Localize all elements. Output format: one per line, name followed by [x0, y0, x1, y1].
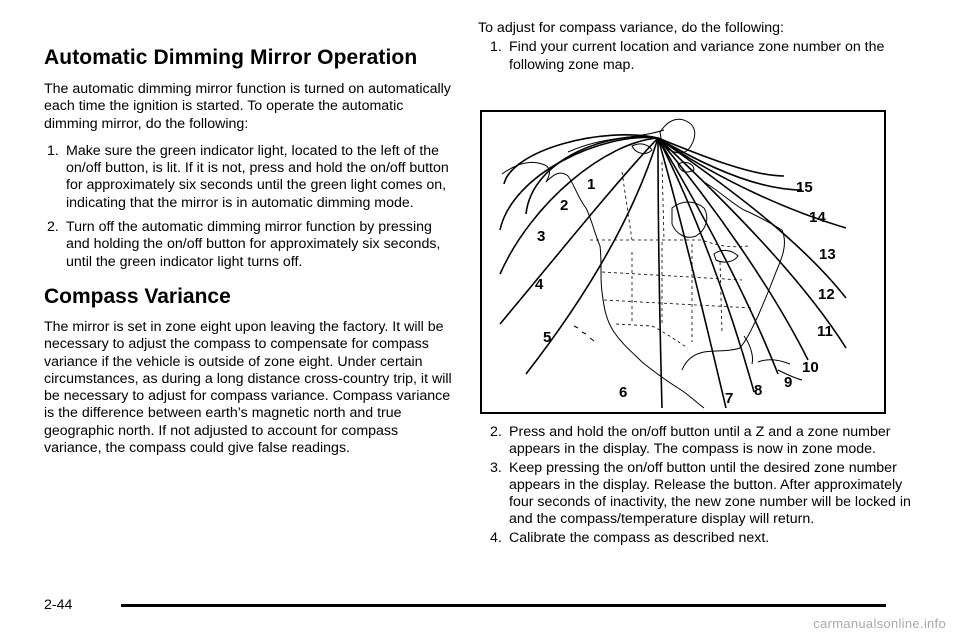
- coastline-group: [502, 119, 802, 408]
- variance-section-title: Compass Variance: [44, 284, 231, 308]
- step-text: Press and hold the on/off button until a Z and a zone number appears in the display. The compass is now in zone mode.: [509, 424, 891, 458]
- gulf-coast: [682, 348, 740, 370]
- zone-label-12: 12: [818, 286, 835, 303]
- zone-curve: [658, 138, 754, 392]
- adjust-step-1: [490, 39, 918, 74]
- step-number: 3.: [490, 459, 502, 476]
- state-border: [602, 272, 752, 308]
- zone-labels: [535, 176, 836, 407]
- step-text: Calibrate the compass as described next.: [509, 529, 770, 546]
- step-number: 4.: [490, 529, 502, 546]
- zone-label-3: 3: [537, 228, 546, 245]
- mirror-step-1: [47, 143, 454, 212]
- zone-curve: [500, 138, 658, 324]
- state-border: [632, 242, 722, 342]
- left-column: [44, 44, 454, 457]
- step-number: 2.: [490, 424, 502, 440]
- zone-curve: [500, 138, 658, 274]
- zone-label-9: 9: [784, 374, 793, 391]
- zone-label-1: 1: [587, 176, 596, 193]
- us-mexico-border: [616, 324, 688, 348]
- page-number: 2-44: [44, 597, 73, 613]
- mirror-step-2: [47, 219, 454, 271]
- footer-rule: [121, 604, 886, 607]
- zone-label-13: 13: [819, 246, 836, 263]
- step-number: 2.: [47, 219, 59, 236]
- zone-curve: [658, 138, 662, 408]
- adjust-steps: [490, 424, 922, 547]
- borders-group: [590, 162, 752, 348]
- adjust-steps-container: [490, 424, 922, 547]
- zone-label-15: 15: [796, 179, 813, 196]
- alaska-coast: [502, 162, 549, 182]
- zone-label-10: 10: [802, 359, 819, 376]
- adjust-step-1-list: [490, 39, 918, 74]
- east-coast: [740, 230, 784, 348]
- zone-map-figure: [482, 112, 884, 412]
- right-column: [478, 20, 918, 74]
- adjust-step-2: [490, 424, 922, 459]
- zone-label-8: 8: [754, 382, 763, 399]
- variance-curves: [500, 135, 846, 408]
- step-text: Turn off the automatic dimming mirror function by pressing and holding the on/off button for approximately six seconds, until the green indicator light turns off.: [66, 219, 441, 270]
- step-text: Keep pressing the on/off button until the desired zone number appears in the display. Release the button. After approximately four seconds of inactivity, the new zone number will be locked in and the compass/temperature display will return.: [509, 459, 911, 528]
- zone-label-7: 7: [725, 390, 734, 407]
- zone-label-4: 4: [535, 276, 544, 293]
- step-number: 1.: [490, 39, 502, 56]
- zone-map: [480, 110, 886, 414]
- zone-label-6: 6: [619, 384, 628, 401]
- zone-label-14: 14: [809, 209, 826, 226]
- caribbean: [758, 360, 802, 380]
- mirror-steps: [47, 143, 454, 271]
- variance-body: The mirror is set in zone eight upon leaving the factory. It will be necessary to adjust the compass to compensate for compass variance if the vehicle is outside of zone eight. Under certain circumstances, as during a long distance cross-country trip, it will be necessary to adjust for compass variance. Compass variance is the difference between earth’s magnetic north and true geographic north. If not adjusted to account for compass variance, the compass could give false readings.: [44, 318, 452, 457]
- step-text: Make sure the green indicator light, located to the left of the on/off button, is lit. If it is not, press and hold the on/off button for approximately six seconds until the green light comes on, indicating that the mirror is in automatic dimming mode.: [66, 142, 449, 211]
- adjust-step-3: [490, 460, 922, 529]
- step-text: Find your current location and variance zone number on the following zone map.: [509, 39, 885, 73]
- zone-label-2: 2: [560, 197, 569, 214]
- adjust-step-4: [490, 530, 922, 547]
- zone-curve: [658, 138, 808, 360]
- site-watermark: carmanualsonline.info: [813, 616, 946, 631]
- adjust-intro: To adjust for compass variance, do the following:: [478, 20, 784, 36]
- mirror-section-title: Automatic Dimming Mirror Operation: [44, 46, 418, 69]
- mirror-intro: The automatic dimming mirror function is turned on automatically each time the ignition is started. To operate the automatic dimming mirror, do the following:: [44, 81, 451, 132]
- step-number: 1.: [47, 142, 59, 159]
- west-coast: [546, 173, 704, 408]
- zone-label-11: 11: [817, 323, 833, 340]
- zone-label-5: 5: [543, 329, 552, 346]
- hawaii-islands: [574, 326, 594, 341]
